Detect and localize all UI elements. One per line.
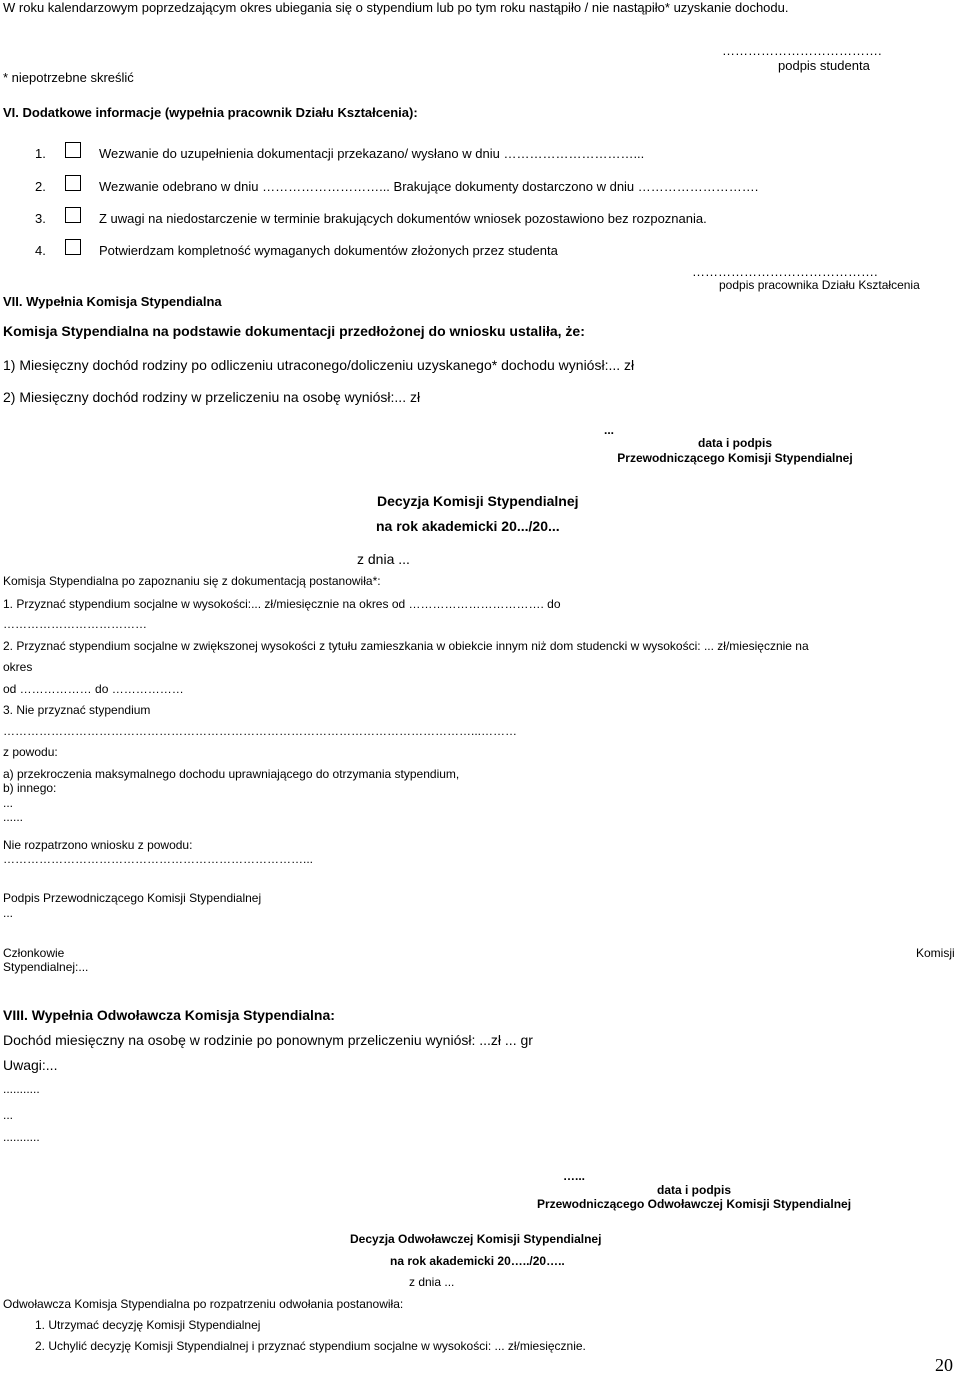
option-2-range: od ……………… do ……………… (3, 682, 184, 696)
item-number: 4. (35, 243, 46, 258)
not-considered-dots: …………………………………………………………………... (3, 852, 314, 866)
item-text: Wezwanie do uzupełnienia dokumentacji przekazano/ wysłano w dniu …………………………... (99, 146, 645, 161)
appeal-option-1: 1. Utrzymać decyzję Komisji Stypendialnej (35, 1318, 261, 1332)
option-1-dots: ……………………………… (3, 617, 147, 631)
staff-signature-label: podpis pracownika Działu Kształcenia (719, 278, 920, 292)
checklist-item-3 (35, 211, 935, 229)
option-2-period: okres (3, 660, 33, 674)
page-number: 20 (935, 1355, 953, 1375)
item-number: 1. (35, 146, 46, 161)
not-considered-label: Nie rozpatrzono wniosku z powodu: (3, 838, 193, 852)
appeal-decision-year: na rok akademicki 20…../20….. (390, 1254, 565, 1268)
appeal-decision-date: z dnia ... (409, 1275, 455, 1289)
appeal-commission-decided: Odwoławcza Komisja Stypendialna po rozpatrzeniu odwołania postanowiła: (3, 1297, 404, 1311)
appeal-chair-signature-dots: …... (563, 1169, 586, 1183)
reason-b: b) innego: (3, 781, 57, 795)
item-number: 2. (35, 179, 46, 194)
chair-signature-dots-line: ... (3, 906, 14, 920)
option-3: 3. Nie przyznać stypendium (3, 703, 151, 717)
appeal-chair-signature-line1: data i podpis (656, 1183, 731, 1197)
chair-signature-line2: Przewodniczącego Komisji Stypendialnej (617, 451, 853, 465)
checkbox-4[interactable] (65, 239, 81, 255)
decision-year: na rok akademicki 20.../20... (376, 518, 560, 534)
chair-signature-dots: ... (604, 423, 615, 437)
chair-signature-line1: data i podpis (697, 436, 772, 450)
section-7-subheading: Komisja Stypendialna na podstawie dokumentacji przedłożonej do wniosku ustaliła, że: (3, 323, 585, 339)
option-3-dots: ………………………………………………………………………………………………………...……… (3, 724, 518, 738)
student-signature-dots: ………………………………. (722, 43, 882, 58)
appeal-chair-signature-line2: Przewodniczącego Odwoławczej Komisji Stypendialnej (536, 1197, 852, 1211)
footnote: * niepotrzebne skreślić (3, 70, 134, 85)
item-number: 3. (35, 211, 46, 226)
decision-date: z dnia ... (357, 551, 410, 567)
item-text: Potwierdzam kompletność wymaganych dokumentów złożonych przez studenta (99, 243, 558, 258)
checkbox-2[interactable] (65, 175, 81, 191)
section-6-heading: VI. Dodatkowe informacje (wypełnia pracownik Działu Kształcenia): (3, 105, 418, 120)
intro-text: W roku kalendarzowym poprzedzającym okres ubiegania się o stypendium lub po tym roku nastąpiło / nie nastąpiło* uzyskanie dochodu. (3, 0, 789, 15)
reason-dots-2: ...... (3, 810, 24, 824)
option-2: 2. Przyznać stypendium socjalne w zwiększonej wysokości z tytułu zamieszkania w obiekcie innym niż dom studencki w wysokości: ... zł/miesięcznie na (3, 639, 809, 653)
remarks-dots-1: ........... (3, 1082, 40, 1096)
checklist-item-2 (35, 179, 935, 197)
section-7-heading: VII. Wypełnia Komisja Stypendialna (3, 294, 222, 309)
members-label-1: Członkowie (3, 946, 65, 960)
appeal-option-2: 2. Uchylić decyzję Komisji Stypendialnej i przyznać stypendium socjalne w wysokości: ... zł/miesięcznie. (35, 1339, 586, 1353)
reason-label: z powodu: (3, 745, 58, 759)
remarks-dots-3: ........... (3, 1130, 40, 1144)
members-label-right: Komisji (916, 946, 955, 960)
income-line-2: 2) Miesięczny dochód rodziny w przeliczeniu na osobę wyniósł:... zł (3, 389, 421, 405)
staff-signature-dots: ……………………………………. (692, 264, 878, 279)
section-8-heading: VIII. Wypełnia Odwoławcza Komisja Stypendialna: (3, 1007, 335, 1023)
appeal-decision-title: Decyzja Odwoławczej Komisji Stypendialnej (350, 1232, 602, 1246)
remarks-line: Uwagi:... (3, 1057, 58, 1073)
income-recalculated: Dochód miesięczny na osobę w rodzinie po ponownym przeliczeniu wyniósł: ...zł ... gr (3, 1032, 533, 1048)
checklist-item-1 (35, 146, 935, 164)
remarks-dots-2: ... (3, 1108, 14, 1122)
commission-decided: Komisja Stypendialna po zapoznaniu się z dokumentacją postanowiła*: (3, 574, 381, 588)
reason-a: a) przekroczenia maksymalnego dochodu uprawniającego do otrzymania stypendium, (3, 767, 460, 781)
checkbox-3[interactable] (65, 207, 81, 223)
checklist-item-4 (35, 243, 735, 261)
item-text: Z uwagi na niedostarczenie w terminie brakujących dokumentów wniosek pozostawiono bez rozpoznania. (99, 211, 707, 226)
item-text: Wezwanie odebrano w dniu ………………………... Brakujące dokumenty dostarczono w dniu ………………………. (99, 179, 759, 194)
student-signature-label: podpis studenta (778, 58, 870, 73)
reason-dots-1: ... (3, 796, 14, 810)
income-line-1: 1) Miesięczny dochód rodziny po odliczeniu utraconego/doliczeniu uzyskanego* dochodu wyniósł:... zł (3, 357, 635, 373)
members-label-2: Stypendialnej:... (3, 960, 89, 974)
decision-title: Decyzja Komisji Stypendialnej (377, 493, 579, 509)
checkbox-1[interactable] (65, 142, 81, 158)
option-1: 1. Przyznać stypendium socjalne w wysokości:... zł/miesięcznie na okres od ……………………………. do (3, 597, 561, 611)
chair-signature-text: Podpis Przewodniczącego Komisji Stypendialnej (3, 891, 262, 905)
